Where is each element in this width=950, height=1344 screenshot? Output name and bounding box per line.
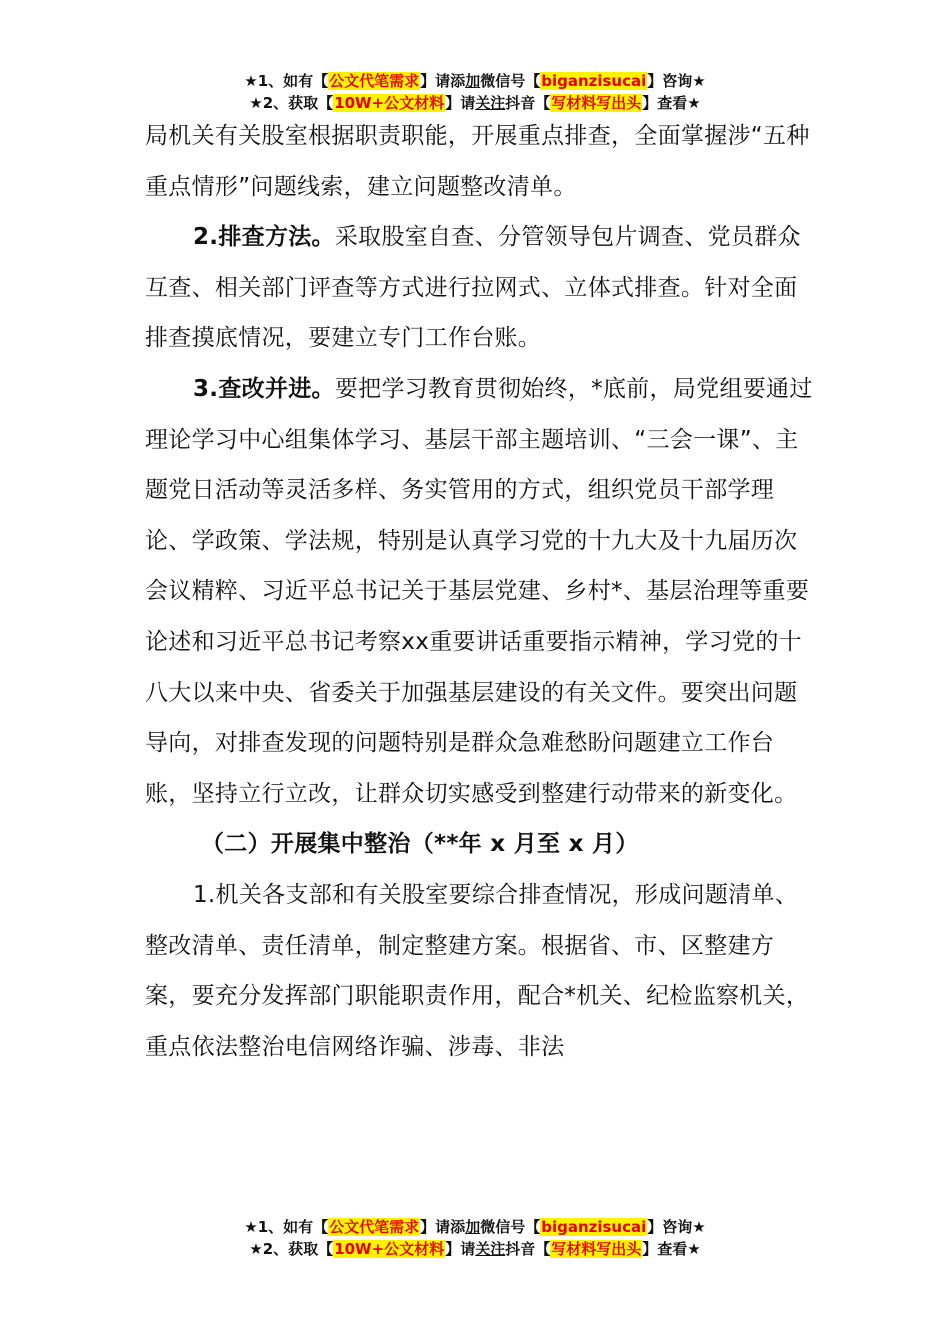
paragraph-heading: 3.查改并进。 <box>193 375 335 402</box>
banner-highlight: 写材料写出头 <box>551 1240 642 1258</box>
banner-text: 】咨询★ <box>647 72 706 90</box>
banner-underline: 加 <box>465 1218 481 1236</box>
paragraph-continued: 局机关有关股室根据职责职能，开展重点排查，全面掌握涉“五种重点情形”问题线索，建立问题整改清单。 <box>145 123 810 200</box>
banner-underline: 加 <box>465 72 481 90</box>
paragraph-text: 采取股室自查、分管领导包片调查、党员群众互查、相关部门评查等方式进行拉网式、立体式排查。针对全面排查摸底情况，要建立专门工作台账。 <box>145 224 801 352</box>
paragraph-method <box>145 212 815 364</box>
paragraph-rectify <box>145 364 815 819</box>
document-body <box>145 111 815 1072</box>
banner-underline: 关注 <box>475 1240 506 1258</box>
banner-line-1 <box>0 1216 950 1238</box>
banner-text: 抖音【 <box>505 94 551 112</box>
top-banner <box>0 70 950 114</box>
banner-text: 抖音【 <box>505 1240 551 1258</box>
banner-text: ★1、如有【 <box>244 72 329 90</box>
banner-text: 】查看★ <box>642 94 701 112</box>
banner-line-1 <box>0 70 950 92</box>
banner-highlight: 10W+公文材料 <box>334 94 445 112</box>
banner-text: ★2、获取【 <box>249 94 334 112</box>
section-heading: （二）开展集中整治（**年 x 月至 x 月） <box>201 831 639 858</box>
banner-highlight: 公文代笔需求 <box>329 72 420 90</box>
banner-text: ★2、获取【 <box>249 1240 334 1258</box>
banner-highlight: 10W+公文材料 <box>334 1240 445 1258</box>
banner-line-2 <box>0 1238 950 1260</box>
banner-text: 】请添 <box>420 72 466 90</box>
banner-highlight: 公文代笔需求 <box>329 1218 420 1236</box>
paragraph-rectify-1: 1.机关各支部和有关股室要综合排查情况，形成问题清单、整改清单、责任清单，制定整建方案。根据省、市、区整建方案，要充分发挥部门职能职责作用，配合*机关、纪检监察机关，重点依法整治电信网络诈骗、涉毒、非法 <box>145 881 810 1060</box>
banner-highlight: biganzisucai <box>541 72 647 90</box>
banner-text: 】请 <box>445 94 476 112</box>
paragraph-heading: 2.排查方法。 <box>193 224 335 251</box>
banner-text: ★1、如有【 <box>244 1218 329 1236</box>
banner-text: 】请 <box>445 1240 476 1258</box>
banner-underline: 关注 <box>475 94 506 112</box>
banner-text: 】请添 <box>420 1218 466 1236</box>
banner-highlight: 写材料写出头 <box>551 94 642 112</box>
paragraph-text: 要把学习教育贯彻始终，*底前，局党组要通过理论学习中心组集体学习、基层干部主题培训、“三会一课”、主题党日活动等灵活多样、务实管用的方式，组织党员干部学理论、学政策、学法规，特别是认真学习党的十九大及十九届历次会议精粹、习近平总书记关于基层党建、乡村*、基层治理等重要论述和习近平总书记考察xx重要讲话重要指示精神，学习党的十八大以来中央、省委关于加强基层建设的有关文件。要突出问题导向，对排查发现的问题特别是群众急难愁盼问题建立工作台账，坚持立行立改，让群众切实感受到整建行动带来的新变化。 <box>145 375 813 807</box>
banner-text: 微信号【 <box>480 1218 541 1236</box>
banner-text: 微信号【 <box>480 72 541 90</box>
banner-highlight: biganzisucai <box>541 1218 647 1236</box>
banner-text: 】查看★ <box>642 1240 701 1258</box>
bottom-banner <box>0 1216 950 1260</box>
banner-text: 】咨询★ <box>647 1218 706 1236</box>
